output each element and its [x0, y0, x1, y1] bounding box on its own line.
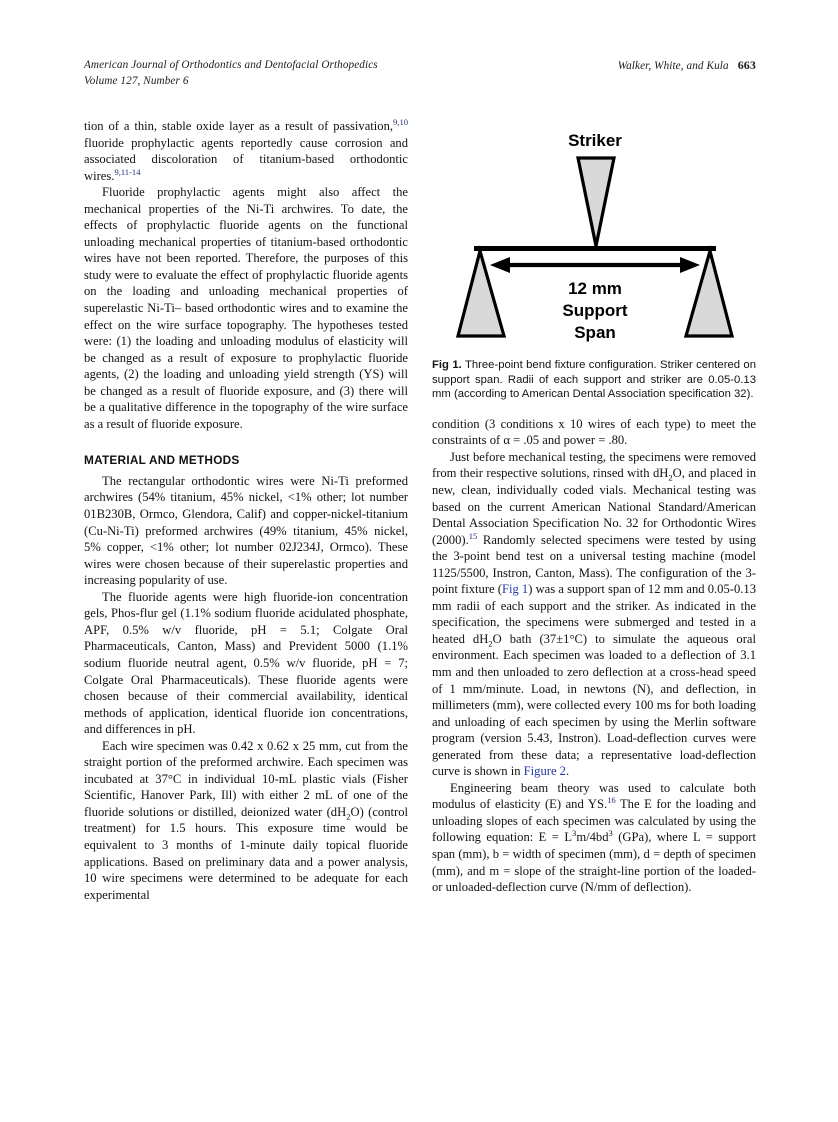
left-column: [84, 118, 408, 903]
para-testing-e: O bath (37±1°C) to simulate the aqueous oral environment. Each specimen was loaded to a deflection of 3.1 mm and then unloaded to zero deflection at a cross-head speed of 1 mm/minute. Load, in newtons (N), and deflection, in millimeters (mm), were collected every 100 ms for both loading and unloading of each specimen by using the Merlin software program (version 5.43, Instron). Load-deflection curves were generated from these data; a representative load-deflection curve is shown in: [432, 631, 756, 779]
xref-figure-2[interactable]: Figure 2: [523, 764, 566, 779]
paragraph-specimens: [84, 738, 408, 903]
para-testing-a: Just before mechanical testing, the specimens were removed from their respective solutions, rinsed with dH: [432, 449, 756, 481]
para5-text-a: Each wire specimen was 0.42 x 0.62 x 25 mm, cut from the straight portion of the preformed archwire. Each specimen was incubated at 37°C in individual 10-mL plastic vials (Fisher Scientific, Hanover Park, Ill) with either 2 mL of one of the fluoride solutions or distilled, deionized water (dH: [84, 738, 408, 819]
figure-1-caption: [432, 358, 756, 402]
citation-ref-9-10[interactable]: 9,10: [393, 116, 408, 127]
para-beam-d: (GPa), where L = support span (mm), b = width of specimen (mm), d = depth of specimen (mm), and m = slope of the straight-line portion of the loaded- or unloaded-deflection curve (N/mm of deflection).: [432, 830, 757, 895]
running-head-journal: [84, 58, 378, 89]
para-beam-a: Engineering beam theory was used to calculate both modulus of elasticity (E) and YS.: [432, 780, 756, 812]
figure-1: [432, 118, 756, 350]
figure-1-caption-text: Three-point bend fixture configuration. Striker centered on support span. Radii of each support and striker are 0.05-0.13 mm (according to American Dental Association specification 32).: [432, 359, 756, 401]
para-beam-c: m/4bd: [576, 830, 609, 845]
page-number: 663: [737, 58, 756, 72]
xref-fig-1[interactable]: Fig 1: [501, 582, 529, 597]
para-beam-b: The E for the loading and unloading slopes of each specimen was calculated by using the following equation: E = L: [432, 797, 756, 845]
three-point-bend-diagram: [432, 118, 756, 350]
paragraph-beam-theory: [432, 780, 756, 896]
specimen-wire-bar: [474, 246, 716, 251]
paragraph-condition: condition (3 conditions x 10 wires of each type) to meet the constraints of α = .05 and power = .80.: [432, 416, 756, 448]
subscript-2-a: 2: [668, 472, 673, 483]
subscript-2-b: 2: [488, 638, 493, 649]
citation-ref-15[interactable]: 15: [468, 530, 478, 541]
support-span-arrow: [490, 257, 700, 273]
paragraph-purpose: Fluoride prophylactic agents might also affect the mechanical properties of the Ni-Ti archwires. To date, the effects of prophylactic fluoride agents on the functional unloading mechanical properties of titanium-based orthodontic wires have not been reported. Therefore, the purposes of this study were to evaluate the effect of prophylactic fluoride agents on the loading and unloading mechanical properties of superelastic Ni-Ti– based orthodontic wires and to examine the effect on the wire surface topography. The hypotheses tested were: (1) the loading and unloading modulus of elasticity will be changed as a result of exposure to prophylactic fluoride agents, (2) the loading and unloading yield strength (YS) will be changed as a result of fluoride exposure, and (3) there will be a qualitative difference in the topography of the wire surface as a result of fluoride exposure.: [84, 185, 408, 431]
para5-text-b: O) (control treatment) for 1.5 hours. This exposure time would be equivalent to 3 months of 1-minute daily topical fluoride applications. Based on preliminary data and a power analysis, 10 wire specimens were determined to be adequate for each experimental: [84, 804, 408, 902]
para-testing-b: O, and placed in new, clean, individually coded vials. Mechanical testing was based on the current American National Standard/American Dental Association Specification No. 32 for Orthodontic Wires (2000).: [432, 466, 756, 547]
figure-caption-spacer: [432, 402, 756, 416]
paragraph-passivation: [84, 118, 408, 184]
span-label-support: Support: [562, 301, 628, 320]
section-heading-material-and-methods: MATERIAL AND METHODS: [84, 453, 240, 468]
citation-ref-16[interactable]: 16: [607, 795, 616, 806]
exponent-3-a: 3: [572, 828, 577, 839]
running-head: [84, 58, 756, 89]
running-head-authors-page: [618, 58, 756, 75]
citation-ref-9-11-14[interactable]: 9,11-14: [114, 166, 141, 177]
para-testing-c: Randomly selected specimens were tested by using the 3-point bend test on a universal testing machine (model 1125/5500, Instron, Canton, Mass). The configuration of the 3-point fixture (: [432, 532, 756, 597]
journal-title: American Journal of Orthodontics and Dentofacial Orthopedics: [84, 59, 378, 71]
paragraph-wires: The rectangular orthodontic wires were Ni-Ti preformed archwires (54% titanium, 45% nickel, <1% other; lot number 01B230B, Ormco, Glendora, Calif) and copper-nickel-titanium (Cu-Ni-Ti) preformed archwires (49% titanium, 45% nickel, 5% copper, <1% other; lot number 02J234J, Ormco). These wires were chosen because of their superelastic properties and increasing popularity of use.: [84, 473, 408, 588]
striker-label: Striker: [568, 131, 622, 150]
span-label-distance: 12 mm: [568, 279, 622, 298]
span-label-span: Span: [574, 323, 616, 342]
figure-1-caption-label: Fig 1.: [432, 359, 462, 371]
paragraph-mechanical-testing: [432, 449, 756, 780]
striker-triangle: [578, 158, 614, 246]
exponent-3-b: 3: [608, 828, 613, 839]
para-testing-f: .: [565, 764, 570, 779]
right-column: [432, 118, 756, 896]
author-names: Walker, White, and Kula: [617, 60, 729, 72]
subscript-2: 2: [346, 811, 351, 822]
para1-text-b: fluoride prophylactic agents reportedly cause corrosion and associated discoloration of titanium-based orthodontic wires.: [84, 135, 408, 183]
para1-text-a: tion of a thin, stable oxide layer as a result of passivation,: [84, 119, 394, 133]
para-testing-d: ) was a support span of 12 mm and 0.05-0.13 mm radii of each support and the striker. As indicated in the specification, the specimens were submerged and tested in a heated dH: [432, 582, 757, 646]
paragraph-fluoride-agents: The fluoride agents were high fluoride-ion concentration gels, Phos-flur gel (1.1% sodium fluoride acidulated phosphate, APF, 0.5% w/v fluoride, pH = 5.1; Colgate Oral Pharmaceuticals, Canton, Mass) and Prevident 5000 (1.1% sodium fluoride neutral agent, 0.5% w/v fluoride, pH = 7; Colgate Oral Pharmaceuticals). These fluoride agents were chosen because of their commercial availability, identical methods of application, identical fluoride ion concentrations, and differences in pH.: [84, 589, 408, 737]
journal-volume: Volume 127, Number 6: [84, 74, 189, 87]
